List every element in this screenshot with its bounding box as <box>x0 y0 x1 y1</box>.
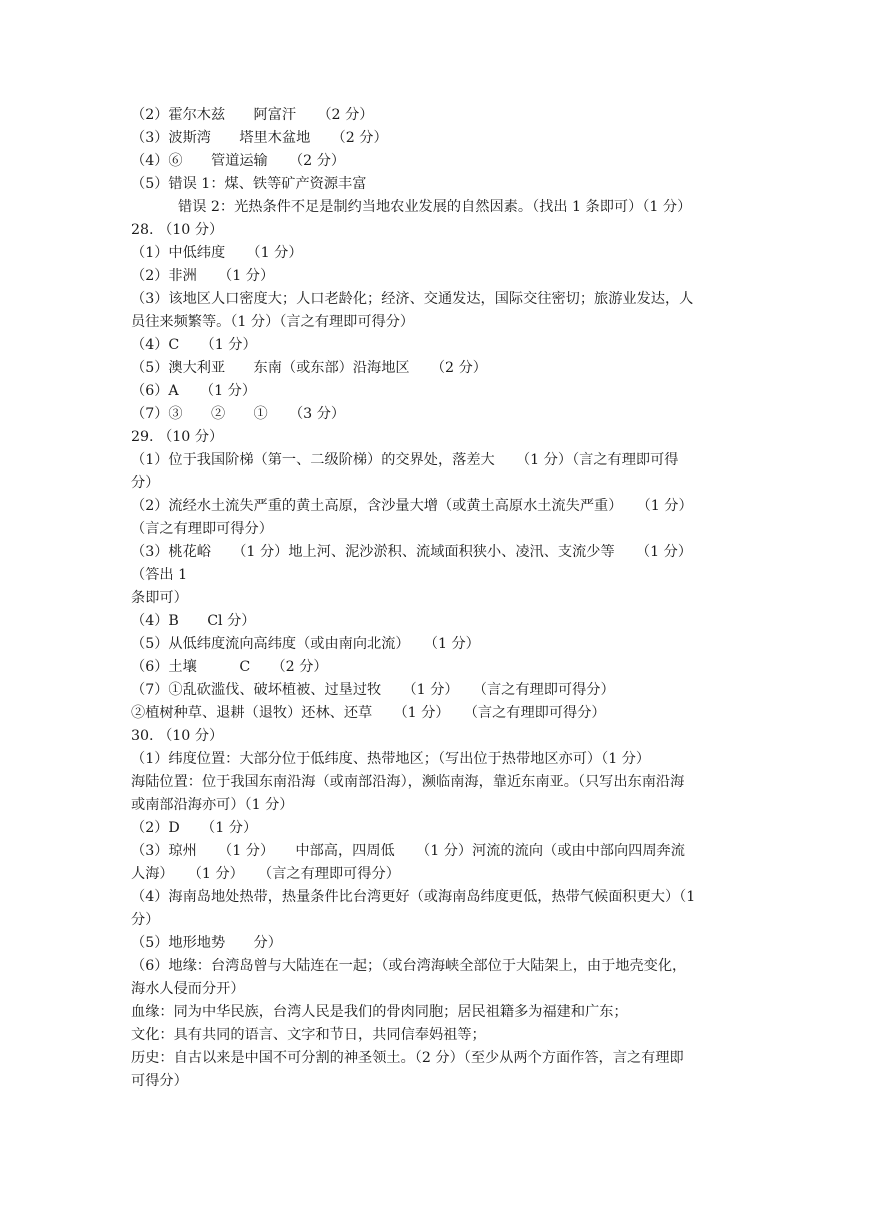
answer-line: 分） <box>131 475 160 491</box>
answer-line: 或南部沿海亦可）（1 分） <box>131 797 294 813</box>
answer-line: （6）地缘：台湾岛曾与大陆连在一起；（或台湾海峡全部位于大陆架上，由于地壳变化， <box>131 958 687 974</box>
question-heading: 29. （10 分） <box>131 429 224 445</box>
answer-line: （1）中低纬度 （1 分） <box>131 245 303 261</box>
answer-line: （7）③ ② ① （3 分） <box>131 406 346 422</box>
answer-line: （2）D （1 分） <box>131 820 258 836</box>
answer-line: 员往来频繁等。（1 分）（言之有理即可得分） <box>131 314 415 330</box>
answer-line: （2）流经水土流失严重的黄土高原，含沙量大增（或黄土高原水土流失严重） （1 分） <box>131 498 693 514</box>
answer-line: （3）波斯湾 塔里木盆地 （2 分） <box>131 130 388 146</box>
answer-line: 海水人侵而分开） <box>131 981 245 997</box>
answer-line: （3）桃花峪 （1 分）地上河、泥沙淤积、流域面积狭小、凌汛、支流少等 （1 分） <box>131 544 693 560</box>
answer-line: （答出 1 <box>131 567 188 583</box>
answer-line: （言之有理即可得分） <box>131 521 273 537</box>
answer-line: （3）该地区人口密度大；人口老龄化；经济、交通发达，国际交往密切；旅游业发达，人 <box>131 291 694 307</box>
answer-line: （4）海南岛地处热带，热量条件比台湾更好（或海南岛纬度更低，热带气候面积更大）（1 <box>131 889 696 905</box>
answer-line: （5）从低纬度流向高纬度（或由南向北流） （1 分） <box>131 636 480 652</box>
question-heading: 30. （10 分） <box>131 728 224 744</box>
answer-line: 海陆位置：位于我国东南沿海（或南部沿海），濒临南海，靠近东南亚。（只写出东南沿海 <box>131 774 685 790</box>
answer-line: 历史：自古以来是中国不可分割的神圣领土。（2 分）（至少从两个方面作答，言之有理即 <box>131 1050 684 1066</box>
answer-line: （6）A （1 分） <box>131 383 257 399</box>
answer-line: （6）土壤 C （2 分） <box>131 659 328 675</box>
answer-line: （5）错误 1：煤、铁等矿产资源丰富 <box>131 176 367 192</box>
answer-line: （4）B Cl 分） <box>131 613 256 629</box>
answer-line: （2）非洲 （1 分） <box>131 268 275 284</box>
answer-line: 血缘：同为中华民族，台湾人民是我们的骨肉同胞；居民祖籍多为福建和广东； <box>131 1004 628 1020</box>
answer-line: （5）澳大利亚 东南（或东部）沿海地区 （2 分） <box>131 360 487 376</box>
answer-line: 人海） （1 分） （言之有理即可得分） <box>131 866 400 882</box>
answer-line: （3）琼州 （1 分） 中部高，四周低 （1 分）河流的流向（或由中部向四周奔流 <box>131 843 685 859</box>
answer-line: （5）地形地势 分） <box>131 935 282 951</box>
answer-line: （1）位于我国阶梯（第一、二级阶梯）的交界处，落差大 （1 分）（言之有理即可得 <box>131 452 679 468</box>
question-heading: 28. （10 分） <box>131 222 224 238</box>
answer-line: 错误 2：光热条件不足是制约当地农业发展的自然因素。（找出 1 条即可）（1 分） <box>178 199 692 215</box>
answer-line: 分） <box>131 912 160 928</box>
answer-line: （2）霍尔木兹 阿富汗 （2 分） <box>131 107 374 123</box>
answer-line: ②植树种草、退耕（退牧）还林、还草 （1 分） （言之有理即可得分） <box>131 705 606 721</box>
answer-line: 可得分） <box>131 1073 188 1089</box>
answer-line: （1）纬度位置：大部分位于低纬度、热带地区；（写出位于热带地区亦可）（1 分） <box>131 751 651 767</box>
answer-line: 文化：具有共同的语言、文字和节日，共同信奉妈祖等； <box>131 1027 486 1043</box>
answer-line: （7）①乱砍滥伐、破坏植被、过垦过牧 （1 分） （言之有理即可得分） <box>131 682 615 698</box>
answer-line: （4）C （1 分） <box>131 337 257 353</box>
answer-line: （4）⑥ 管道运输 （2 分） <box>131 153 346 169</box>
answer-line: 条即可） <box>131 590 188 606</box>
